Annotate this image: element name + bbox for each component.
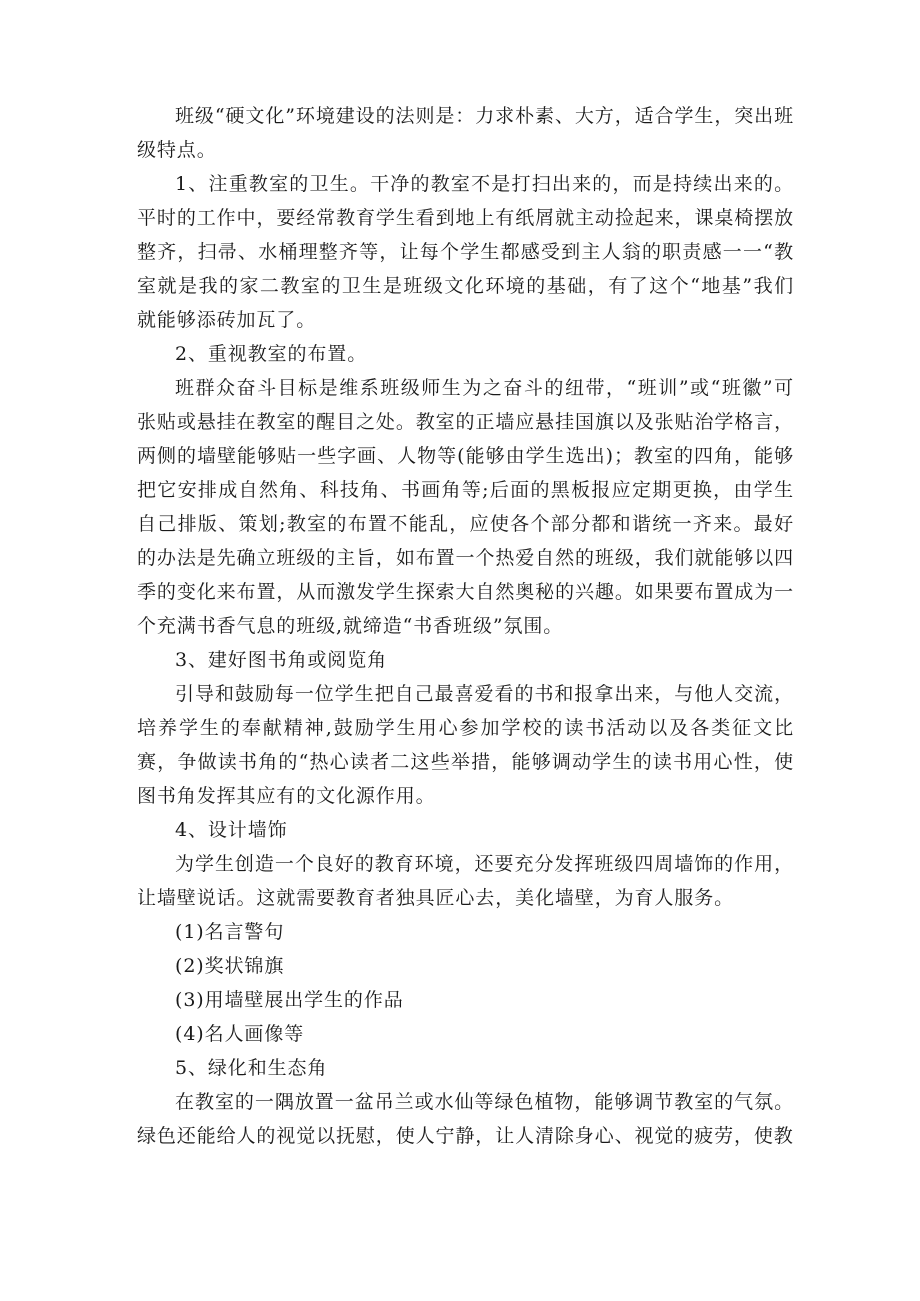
paragraph-layout: 班群众奋斗目标是维系班级师生为之奋斗的纽带，“班训”或“班徽”可张贴或悬挂在教室的醒目之处。教室的正墙应悬挂国旗以及张贴治学格言，两侧的墙壁能够贴一些字画、人物等(能够由学生选出)；教室的四角，能够把它安排成自然角、科技角、书画角等;后面的黑板报应定期更换，由学生自己排版、策划;教室的布置不能乱，应使各个部分都和谐统一齐来。最好的办法是先确立班级的主旨，如布置一个热爱自然的班级，我们就能够以四季的变化来布置，从而激发学生探索大自然奥秘的兴趣。如果要布置成为一个充满书香气息的班级,就缔造“书香班级”氛围。 [137, 377, 794, 637]
document-body [137, 99, 794, 1153]
paragraph-principle: 班级“硬文化”环境建设的法则是：力求朴素、大方，适合学生，突出班级特点。 [137, 105, 794, 161]
heading-layout: 2、重视教室的布置。 [175, 343, 368, 365]
heading-greenery: 5、绿化和生态角 [175, 1057, 328, 1079]
paragraph-wall-decor: 为学生创造一个良好的教育环境，还要充分发挥班级四周墙饰的作用，让墙壁说话。这就需要教育者独具匠心去，美化墙壁，为育人服务。 [137, 853, 794, 909]
heading-book-corner: 3、建好图书角或阅览角 [175, 649, 387, 671]
paragraph-hygiene: 1、注重教室的卫生。干净的教室不是打扫出来的，而是持续出来的。平时的工作中，要经常教育学生看到地上有纸屑就主动捡起来，课桌椅摆放整齐，扫帚、水桶理整齐等，让每个学生都感受到主人翁的职责感一一“教室就是我的家二教室的卫生是班级文化环境的基础，有了这个“地基”我们就能够添砖加瓦了。 [137, 173, 794, 331]
list-item-student-works: (3)用墙壁展出学生的作品 [175, 989, 404, 1011]
list-item-quotes: (1)名言警句 [175, 921, 285, 943]
list-item-portraits: (4)名人画像等 [175, 1023, 305, 1045]
heading-wall-decor: 4、设计墙饰 [175, 819, 288, 841]
paragraph-book-corner: 引导和鼓励每一位学生把自己最喜爱看的书和报拿出来，与他人交流，培养学生的奉献精神,鼓励学生用心参加学校的读书活动以及各类征文比赛，争做读书角的“热心读者二这些举措，能够调动学生的读书用心性，使图书角发挥其应有的文化源作用。 [137, 683, 794, 807]
paragraph-greenery: 在教室的一隅放置一盆吊兰或水仙等绿色植物，能够调节教室的气氛。绿色还能给人的视觉以抚慰，使人宁静，让人清除身心、视觉的疲劳，使教 [137, 1091, 794, 1147]
list-item-awards: (2)奖状锦旗 [175, 955, 285, 977]
